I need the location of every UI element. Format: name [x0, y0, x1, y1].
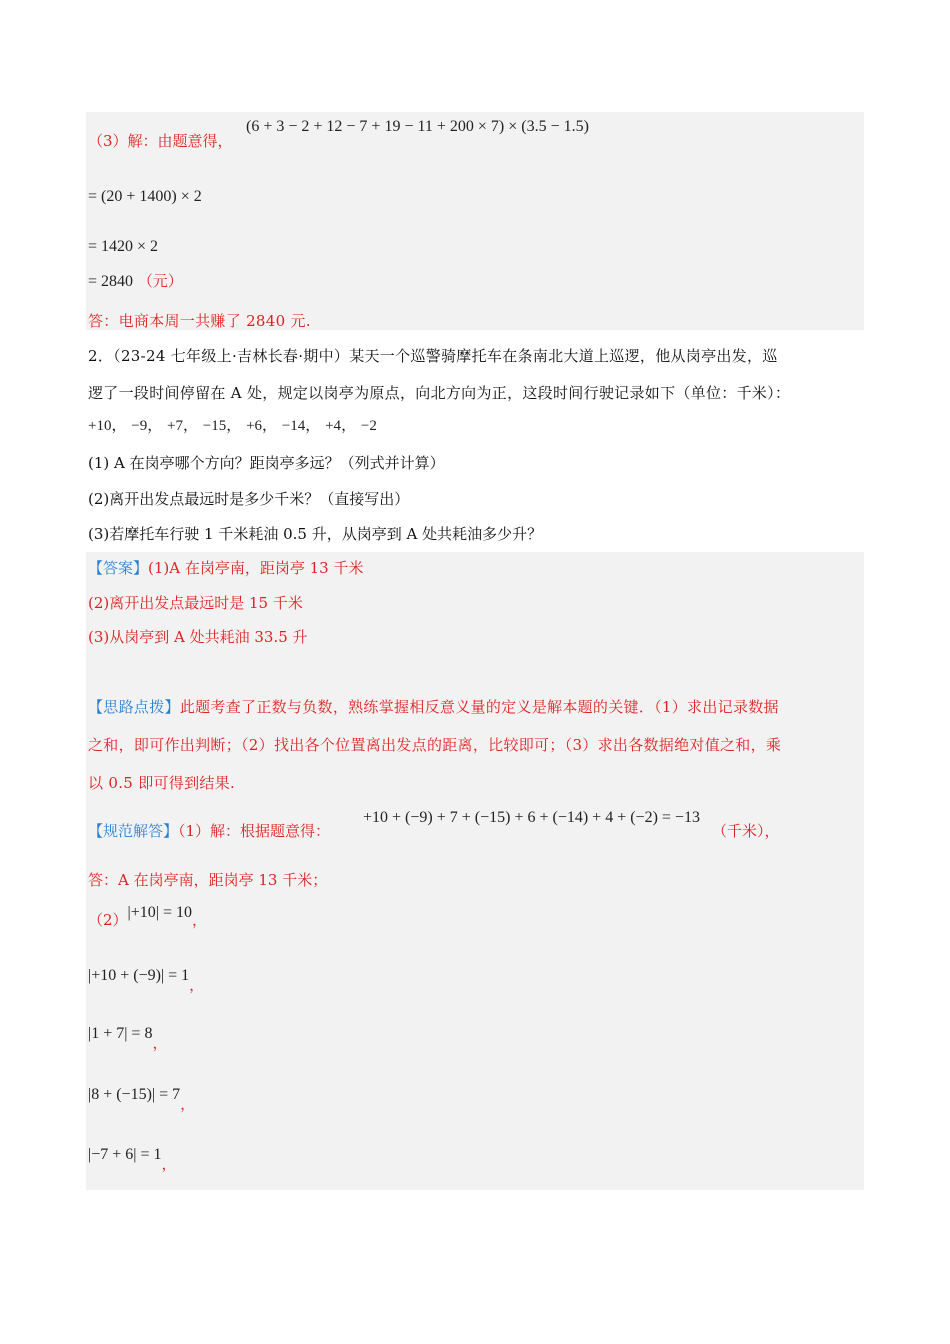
abs-expression: |+10 + (−9)| = 1 — [88, 967, 190, 984]
record-sep: ， — [262, 416, 278, 434]
answer-line1 — [88, 558, 364, 578]
part3-label: （3）解：由题意得， — [88, 132, 233, 150]
part3-step3-line — [88, 271, 183, 292]
record-item: +10 — [88, 418, 112, 434]
abs-line — [88, 1023, 168, 1052]
analysis-line3: 以 0.5 即可得到结果. — [88, 774, 236, 792]
record-sep: ， — [341, 416, 357, 434]
part3-unit: （元） — [137, 272, 183, 290]
abs-expression: |−7 + 6| = 1 — [88, 1146, 162, 1163]
solution-answer1: 答：A 在岗亭南，距岗亭 13 千米； — [88, 871, 328, 889]
record-item: +6 — [246, 418, 263, 434]
answer-item3: (3)从岗亭到 A 处共耗油 33.5 升 — [88, 628, 308, 646]
abs-expression: |+10| = 10 — [127, 904, 192, 921]
part3-answer: 答：电商本周一共赚了 2840 元. — [88, 312, 311, 330]
record-item: −14 — [281, 418, 306, 434]
abs-expression: |8 + (−15)| = 7 — [88, 1086, 181, 1103]
abs-expression: |1 + 7| = 8 — [88, 1025, 153, 1042]
question2-sub1: (1) A 在岗亭哪个方向？距岗亭多远？（列式并计算） — [88, 454, 445, 472]
question2-sub3: (3)若摩托车行驶 1 千米耗油 0.5 升，从岗亭到 A 处共耗油多少升？ — [88, 525, 543, 543]
question2-line2: 逻了一段时间停留在 A 处，规定以岗亭为原点，向北方向为正，这段时间行驶记录如下（单位：千米）： — [88, 384, 791, 402]
solution-tag: 【规范解答】 — [88, 822, 179, 840]
record-sep: ， — [305, 416, 321, 434]
part3-expression: (6 + 3 − 2 + 12 − 7 + 19 − 11 + 200 × 7) × (3.5 − 1.5) — [246, 118, 589, 135]
record-sep: ， — [183, 416, 199, 434]
abs-comma: ， — [152, 1034, 168, 1052]
part3-step3: = 2840 — [88, 273, 134, 290]
solution-unit: （千米）， — [712, 822, 780, 840]
solution-part2-label: （2） — [88, 911, 128, 929]
question2-records — [88, 415, 377, 436]
answer-item1: (1)A 在岗亭南，距岗亭 13 千米 — [148, 559, 364, 577]
analysis-tag: 【思路点拨】 — [88, 698, 180, 716]
record-sep: ， — [226, 416, 242, 434]
analysis-line2: 之和，即可作出判断；（2）找出各个位置离出发点的距离，比较即可；（3）求出各数据绝对值之和，乘 — [88, 736, 782, 754]
abs-comma: ， — [180, 1095, 196, 1113]
solution-line1 — [88, 821, 330, 841]
analysis-text1: 此题考查了正数与负数，熟练掌握相反意义量的定义是解本题的关键．（1）求出记录数据 — [179, 698, 779, 716]
abs-comma: ， — [192, 911, 208, 929]
abs-comma: ， — [189, 976, 205, 994]
question2-line1: 2．（23-24 七年级上·吉林长春·期中）某天一个巡警骑摩托车在条南北大道上巡逻，他从岗亭出发，巡 — [88, 347, 778, 365]
abs-line — [88, 965, 205, 994]
abs-line — [88, 1144, 177, 1173]
abs-comma: ， — [161, 1155, 177, 1173]
part3-step1: = (20 + 1400) × 2 — [88, 188, 202, 205]
solution-part1-label: （1）解：根据题意得： — [178, 822, 331, 840]
abs-line — [88, 1084, 196, 1113]
record-sep: ， — [111, 416, 127, 434]
record-item: −2 — [360, 418, 377, 434]
record-item: +7 — [167, 418, 183, 434]
part3-step2: = 1420 × 2 — [88, 238, 159, 255]
question2-sub2: (2)离开出发点最远时是多少千米？（直接写出） — [88, 490, 410, 508]
solution-expression: +10 + (−9) + 7 + (−15) + 6 + (−14) + 4 + (−2) = −13 — [363, 809, 700, 826]
analysis-line1 — [88, 697, 779, 717]
record-item: −15 — [202, 418, 227, 434]
answer-tag: 【答案】 — [88, 559, 149, 577]
record-item: −9 — [131, 418, 148, 434]
solution-part2-line — [88, 904, 208, 931]
record-item: +4 — [325, 418, 342, 434]
record-sep: ， — [147, 416, 163, 434]
answer-item2: (2)离开出发点最远时是 15 千米 — [88, 594, 303, 612]
